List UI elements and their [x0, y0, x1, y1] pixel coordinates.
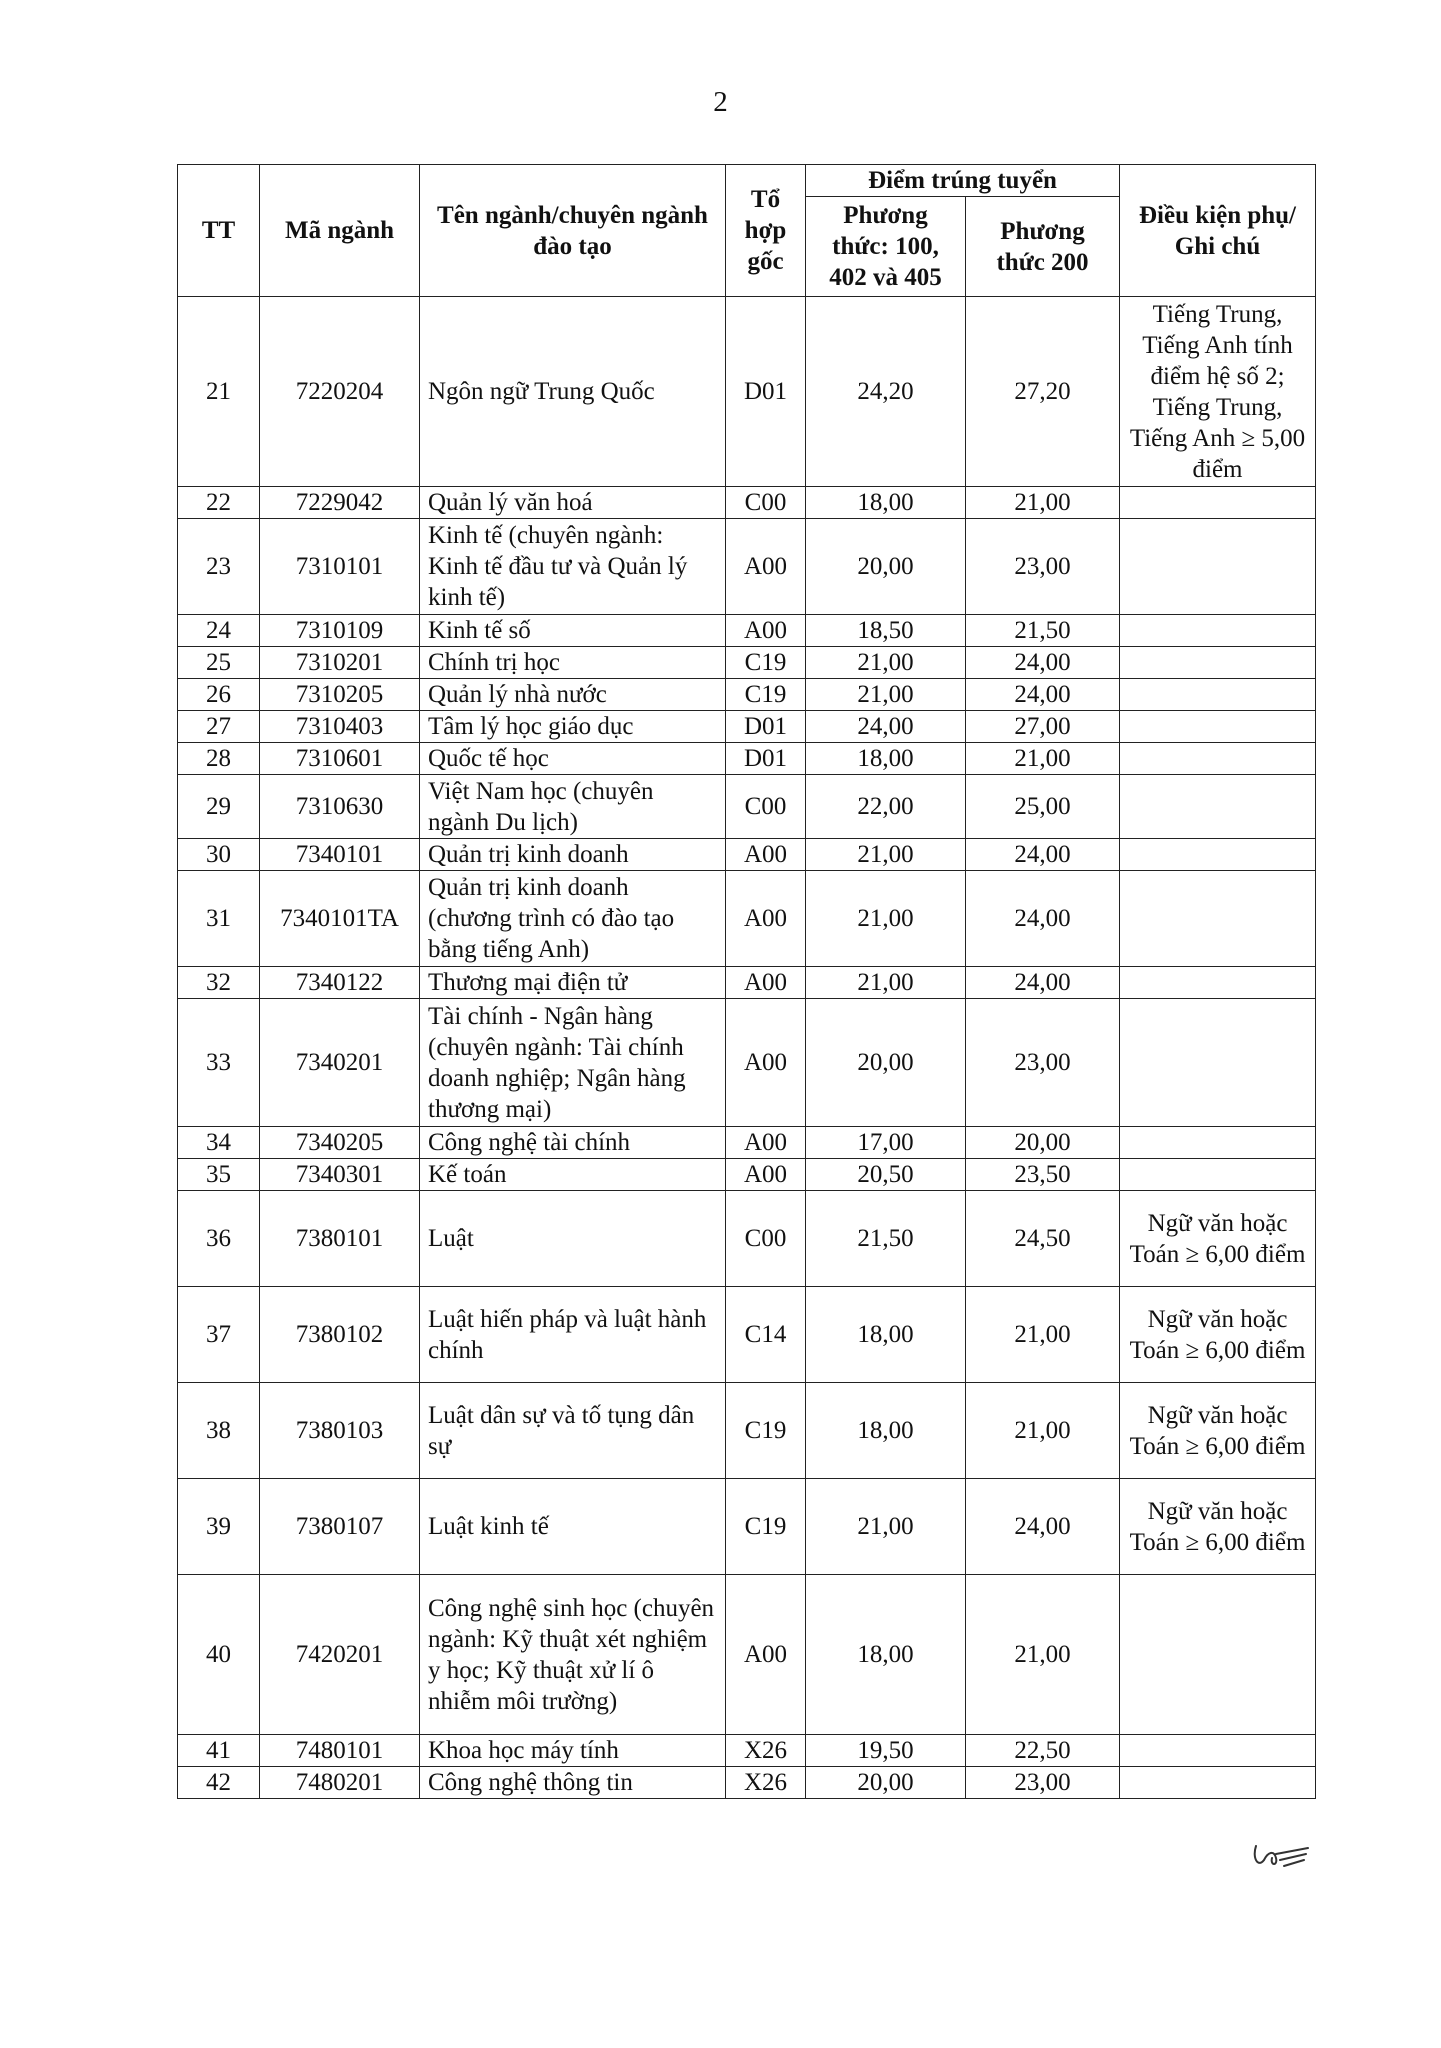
- cell-score-method-2: 21,00: [966, 1575, 1120, 1735]
- cell-score-method-2: 23,00: [966, 999, 1120, 1127]
- cell-combo: A00: [726, 839, 806, 871]
- cell-combo: C00: [726, 1191, 806, 1287]
- cell-code: 7340201: [260, 999, 420, 1127]
- table-row: [178, 999, 1316, 1127]
- cell-combo: C14: [726, 1287, 806, 1383]
- cell-score-method-2: 21,00: [966, 1287, 1120, 1383]
- cell-score-method-1: 20,50: [806, 1159, 966, 1191]
- cell-tt: 28: [178, 743, 260, 775]
- cell-name: Khoa học máy tính: [420, 1735, 726, 1767]
- cell-score-method-1: 21,00: [806, 871, 966, 967]
- cell-name: Kinh tế (chuyên ngành: Kinh tế đầu tư và Quản lý kinh tế): [420, 519, 726, 615]
- cell-combo: A00: [726, 1159, 806, 1191]
- cell-note: [1120, 1159, 1316, 1191]
- cell-score-method-1: 20,00: [806, 1767, 966, 1799]
- table-row: [178, 871, 1316, 967]
- cell-score-method-2: 20,00: [966, 1127, 1120, 1159]
- table-row: [178, 1287, 1316, 1383]
- cell-code: 7310201: [260, 647, 420, 679]
- cell-note: [1120, 1767, 1316, 1799]
- table-row: [178, 1191, 1316, 1287]
- cell-tt: 25: [178, 647, 260, 679]
- cell-score-method-1: 21,50: [806, 1191, 966, 1287]
- table-row: [178, 1127, 1316, 1159]
- cell-tt: 26: [178, 679, 260, 711]
- cell-code: 7480201: [260, 1767, 420, 1799]
- cell-score-method-1: 24,20: [806, 297, 966, 487]
- table-row: [178, 487, 1316, 519]
- cell-code: 7310205: [260, 679, 420, 711]
- cell-tt: 38: [178, 1383, 260, 1479]
- cell-combo: D01: [726, 743, 806, 775]
- cell-name: Công nghệ sinh học (chuyên ngành: Kỹ thuật xét nghiệm y học; Kỹ thuật xử lí ô nhiễm môi trường): [420, 1575, 726, 1735]
- cell-note: Tiếng Trung, Tiếng Anh tính điểm hệ số 2; Tiếng Trung, Tiếng Anh ≥ 5,00 điểm: [1120, 297, 1316, 487]
- initials-signature: [1250, 1838, 1312, 1877]
- header-tt: TT: [178, 165, 260, 297]
- cell-note: [1120, 1127, 1316, 1159]
- table-row: [178, 519, 1316, 615]
- cell-combo: C00: [726, 775, 806, 839]
- cell-code: 7340101: [260, 839, 420, 871]
- cell-tt: 42: [178, 1767, 260, 1799]
- cell-score-method-1: 20,00: [806, 999, 966, 1127]
- cell-note: Ngữ văn hoặc Toán ≥ 6,00 điểm: [1120, 1287, 1316, 1383]
- cell-name: Luật hiến pháp và luật hành chính: [420, 1287, 726, 1383]
- cell-code: 7380103: [260, 1383, 420, 1479]
- cell-name: Kế toán: [420, 1159, 726, 1191]
- cell-note: [1120, 743, 1316, 775]
- cell-code: 7310101: [260, 519, 420, 615]
- cell-score-method-1: 21,00: [806, 647, 966, 679]
- cell-score-method-2: 24,00: [966, 1479, 1120, 1575]
- cell-combo: A00: [726, 615, 806, 647]
- table-row: [178, 647, 1316, 679]
- table-row: [178, 615, 1316, 647]
- cell-tt: 33: [178, 999, 260, 1127]
- cell-name: Luật: [420, 1191, 726, 1287]
- table-row: [178, 743, 1316, 775]
- cell-tt: 24: [178, 615, 260, 647]
- cell-score-method-2: 24,00: [966, 871, 1120, 967]
- cell-code: 7340122: [260, 967, 420, 999]
- cell-score-method-2: 24,00: [966, 839, 1120, 871]
- cell-combo: X26: [726, 1767, 806, 1799]
- table-body: [178, 297, 1316, 1799]
- admission-scores-table: [177, 164, 1316, 1799]
- cell-score-method-2: 21,00: [966, 1383, 1120, 1479]
- cell-combo: X26: [726, 1735, 806, 1767]
- cell-score-method-1: 20,00: [806, 519, 966, 615]
- cell-code: 7340205: [260, 1127, 420, 1159]
- table-row: [178, 1575, 1316, 1735]
- cell-name: Công nghệ thông tin: [420, 1767, 726, 1799]
- cell-combo: A00: [726, 519, 806, 615]
- header-name: Tên ngành/chuyên ngành đào tạo: [420, 165, 726, 297]
- cell-name: Quốc tế học: [420, 743, 726, 775]
- cell-tt: 32: [178, 967, 260, 999]
- cell-score-method-1: 21,00: [806, 967, 966, 999]
- cell-note: [1120, 711, 1316, 743]
- cell-name: Tài chính - Ngân hàng (chuyên ngành: Tài chính doanh nghiệp; Ngân hàng thương mại): [420, 999, 726, 1127]
- cell-name: Chính trị học: [420, 647, 726, 679]
- cell-score-method-1: 21,00: [806, 679, 966, 711]
- cell-combo: C19: [726, 647, 806, 679]
- cell-score-method-1: 17,00: [806, 1127, 966, 1159]
- cell-note: [1120, 839, 1316, 871]
- table-row: [178, 1383, 1316, 1479]
- cell-combo: C19: [726, 1479, 806, 1575]
- cell-score-method-1: 21,00: [806, 1479, 966, 1575]
- cell-score-method-2: 27,20: [966, 297, 1120, 487]
- cell-note: [1120, 615, 1316, 647]
- header-note: Điều kiện phụ/ Ghi chú: [1120, 165, 1316, 297]
- cell-note: Ngữ văn hoặc Toán ≥ 6,00 điểm: [1120, 1383, 1316, 1479]
- cell-score-method-1: 24,00: [806, 711, 966, 743]
- cell-combo: D01: [726, 711, 806, 743]
- cell-note: [1120, 1575, 1316, 1735]
- header-code: Mã ngành: [260, 165, 420, 297]
- cell-score-method-2: 25,00: [966, 775, 1120, 839]
- cell-name: Luật kinh tế: [420, 1479, 726, 1575]
- cell-note: [1120, 775, 1316, 839]
- header-score-group: Điểm trúng tuyển: [806, 165, 1120, 197]
- cell-code: 7380101: [260, 1191, 420, 1287]
- cell-score-method-2: 24,00: [966, 967, 1120, 999]
- cell-tt: 35: [178, 1159, 260, 1191]
- cell-name: Ngôn ngữ Trung Quốc: [420, 297, 726, 487]
- cell-code: 7380102: [260, 1287, 420, 1383]
- cell-code: 7229042: [260, 487, 420, 519]
- cell-tt: 40: [178, 1575, 260, 1735]
- cell-combo: C00: [726, 487, 806, 519]
- cell-name: Công nghệ tài chính: [420, 1127, 726, 1159]
- cell-code: 7310403: [260, 711, 420, 743]
- cell-score-method-1: 18,00: [806, 1287, 966, 1383]
- cell-score-method-2: 23,00: [966, 519, 1120, 615]
- cell-tt: 39: [178, 1479, 260, 1575]
- cell-score-method-1: 18,50: [806, 615, 966, 647]
- cell-note: [1120, 647, 1316, 679]
- cell-score-method-2: 21,00: [966, 487, 1120, 519]
- cell-name: Tâm lý học giáo dục: [420, 711, 726, 743]
- cell-score-method-2: 23,00: [966, 1767, 1120, 1799]
- cell-score-method-2: 23,50: [966, 1159, 1120, 1191]
- cell-tt: 22: [178, 487, 260, 519]
- table-row: [178, 967, 1316, 999]
- cell-code: 7420201: [260, 1575, 420, 1735]
- cell-score-method-2: 21,00: [966, 743, 1120, 775]
- cell-code: 7310630: [260, 775, 420, 839]
- cell-tt: 27: [178, 711, 260, 743]
- cell-score-method-1: 21,00: [806, 839, 966, 871]
- cell-note: Ngữ văn hoặc Toán ≥ 6,00 điểm: [1120, 1191, 1316, 1287]
- cell-note: [1120, 487, 1316, 519]
- cell-score-method-2: 24,00: [966, 679, 1120, 711]
- cell-tt: 21: [178, 297, 260, 487]
- cell-code: 7340101TA: [260, 871, 420, 967]
- cell-name: Thương mại điện tử: [420, 967, 726, 999]
- table-row: [178, 775, 1316, 839]
- cell-code: 7480101: [260, 1735, 420, 1767]
- table-row: [178, 1479, 1316, 1575]
- header-combo: Tổ hợp gốc: [726, 165, 806, 297]
- cell-name: Quản trị kinh doanh: [420, 839, 726, 871]
- cell-note: [1120, 1735, 1316, 1767]
- cell-name: Việt Nam học (chuyên ngành Du lịch): [420, 775, 726, 839]
- cell-score-method-1: 22,00: [806, 775, 966, 839]
- cell-combo: A00: [726, 999, 806, 1127]
- cell-name: Quản lý văn hoá: [420, 487, 726, 519]
- cell-combo: A00: [726, 1575, 806, 1735]
- cell-tt: 29: [178, 775, 260, 839]
- table-row: [178, 711, 1316, 743]
- cell-code: 7380107: [260, 1479, 420, 1575]
- cell-score-method-2: 27,00: [966, 711, 1120, 743]
- cell-score-method-1: 19,50: [806, 1735, 966, 1767]
- cell-score-method-2: 24,00: [966, 647, 1120, 679]
- cell-tt: 41: [178, 1735, 260, 1767]
- cell-tt: 34: [178, 1127, 260, 1159]
- cell-code: 7310601: [260, 743, 420, 775]
- cell-note: [1120, 679, 1316, 711]
- cell-note: [1120, 999, 1316, 1127]
- table-row: [178, 839, 1316, 871]
- cell-code: 7220204: [260, 297, 420, 487]
- table-row: [178, 1159, 1316, 1191]
- header-method-2: Phương thức 200: [966, 197, 1120, 297]
- cell-score-method-2: 22,50: [966, 1735, 1120, 1767]
- cell-score-method-2: 21,50: [966, 615, 1120, 647]
- table-row: [178, 297, 1316, 487]
- cell-combo: A00: [726, 871, 806, 967]
- cell-combo: A00: [726, 1127, 806, 1159]
- cell-note: [1120, 871, 1316, 967]
- cell-score-method-1: 18,00: [806, 1575, 966, 1735]
- cell-code: 7310109: [260, 615, 420, 647]
- cell-code: 7340301: [260, 1159, 420, 1191]
- cell-score-method-1: 18,00: [806, 487, 966, 519]
- cell-combo: C19: [726, 1383, 806, 1479]
- cell-score-method-2: 24,50: [966, 1191, 1120, 1287]
- cell-name: Kinh tế số: [420, 615, 726, 647]
- cell-tt: 37: [178, 1287, 260, 1383]
- cell-name: Quản trị kinh doanh (chương trình có đào tạo bằng tiếng Anh): [420, 871, 726, 967]
- cell-combo: C19: [726, 679, 806, 711]
- cell-name: Quản lý nhà nước: [420, 679, 726, 711]
- cell-score-method-1: 18,00: [806, 1383, 966, 1479]
- cell-tt: 31: [178, 871, 260, 967]
- cell-tt: 23: [178, 519, 260, 615]
- cell-combo: A00: [726, 967, 806, 999]
- cell-note: [1120, 967, 1316, 999]
- cell-name: Luật dân sự và tố tụng dân sự: [420, 1383, 726, 1479]
- page-number: 2: [713, 86, 728, 118]
- table-row: [178, 679, 1316, 711]
- header-method-1: Phương thức: 100, 402 và 405: [806, 197, 966, 297]
- cell-note: Ngữ văn hoặc Toán ≥ 6,00 điểm: [1120, 1479, 1316, 1575]
- cell-score-method-1: 18,00: [806, 743, 966, 775]
- cell-tt: 30: [178, 839, 260, 871]
- table-row: [178, 1735, 1316, 1767]
- cell-note: [1120, 519, 1316, 615]
- table-row: [178, 1767, 1316, 1799]
- cell-tt: 36: [178, 1191, 260, 1287]
- cell-combo: D01: [726, 297, 806, 487]
